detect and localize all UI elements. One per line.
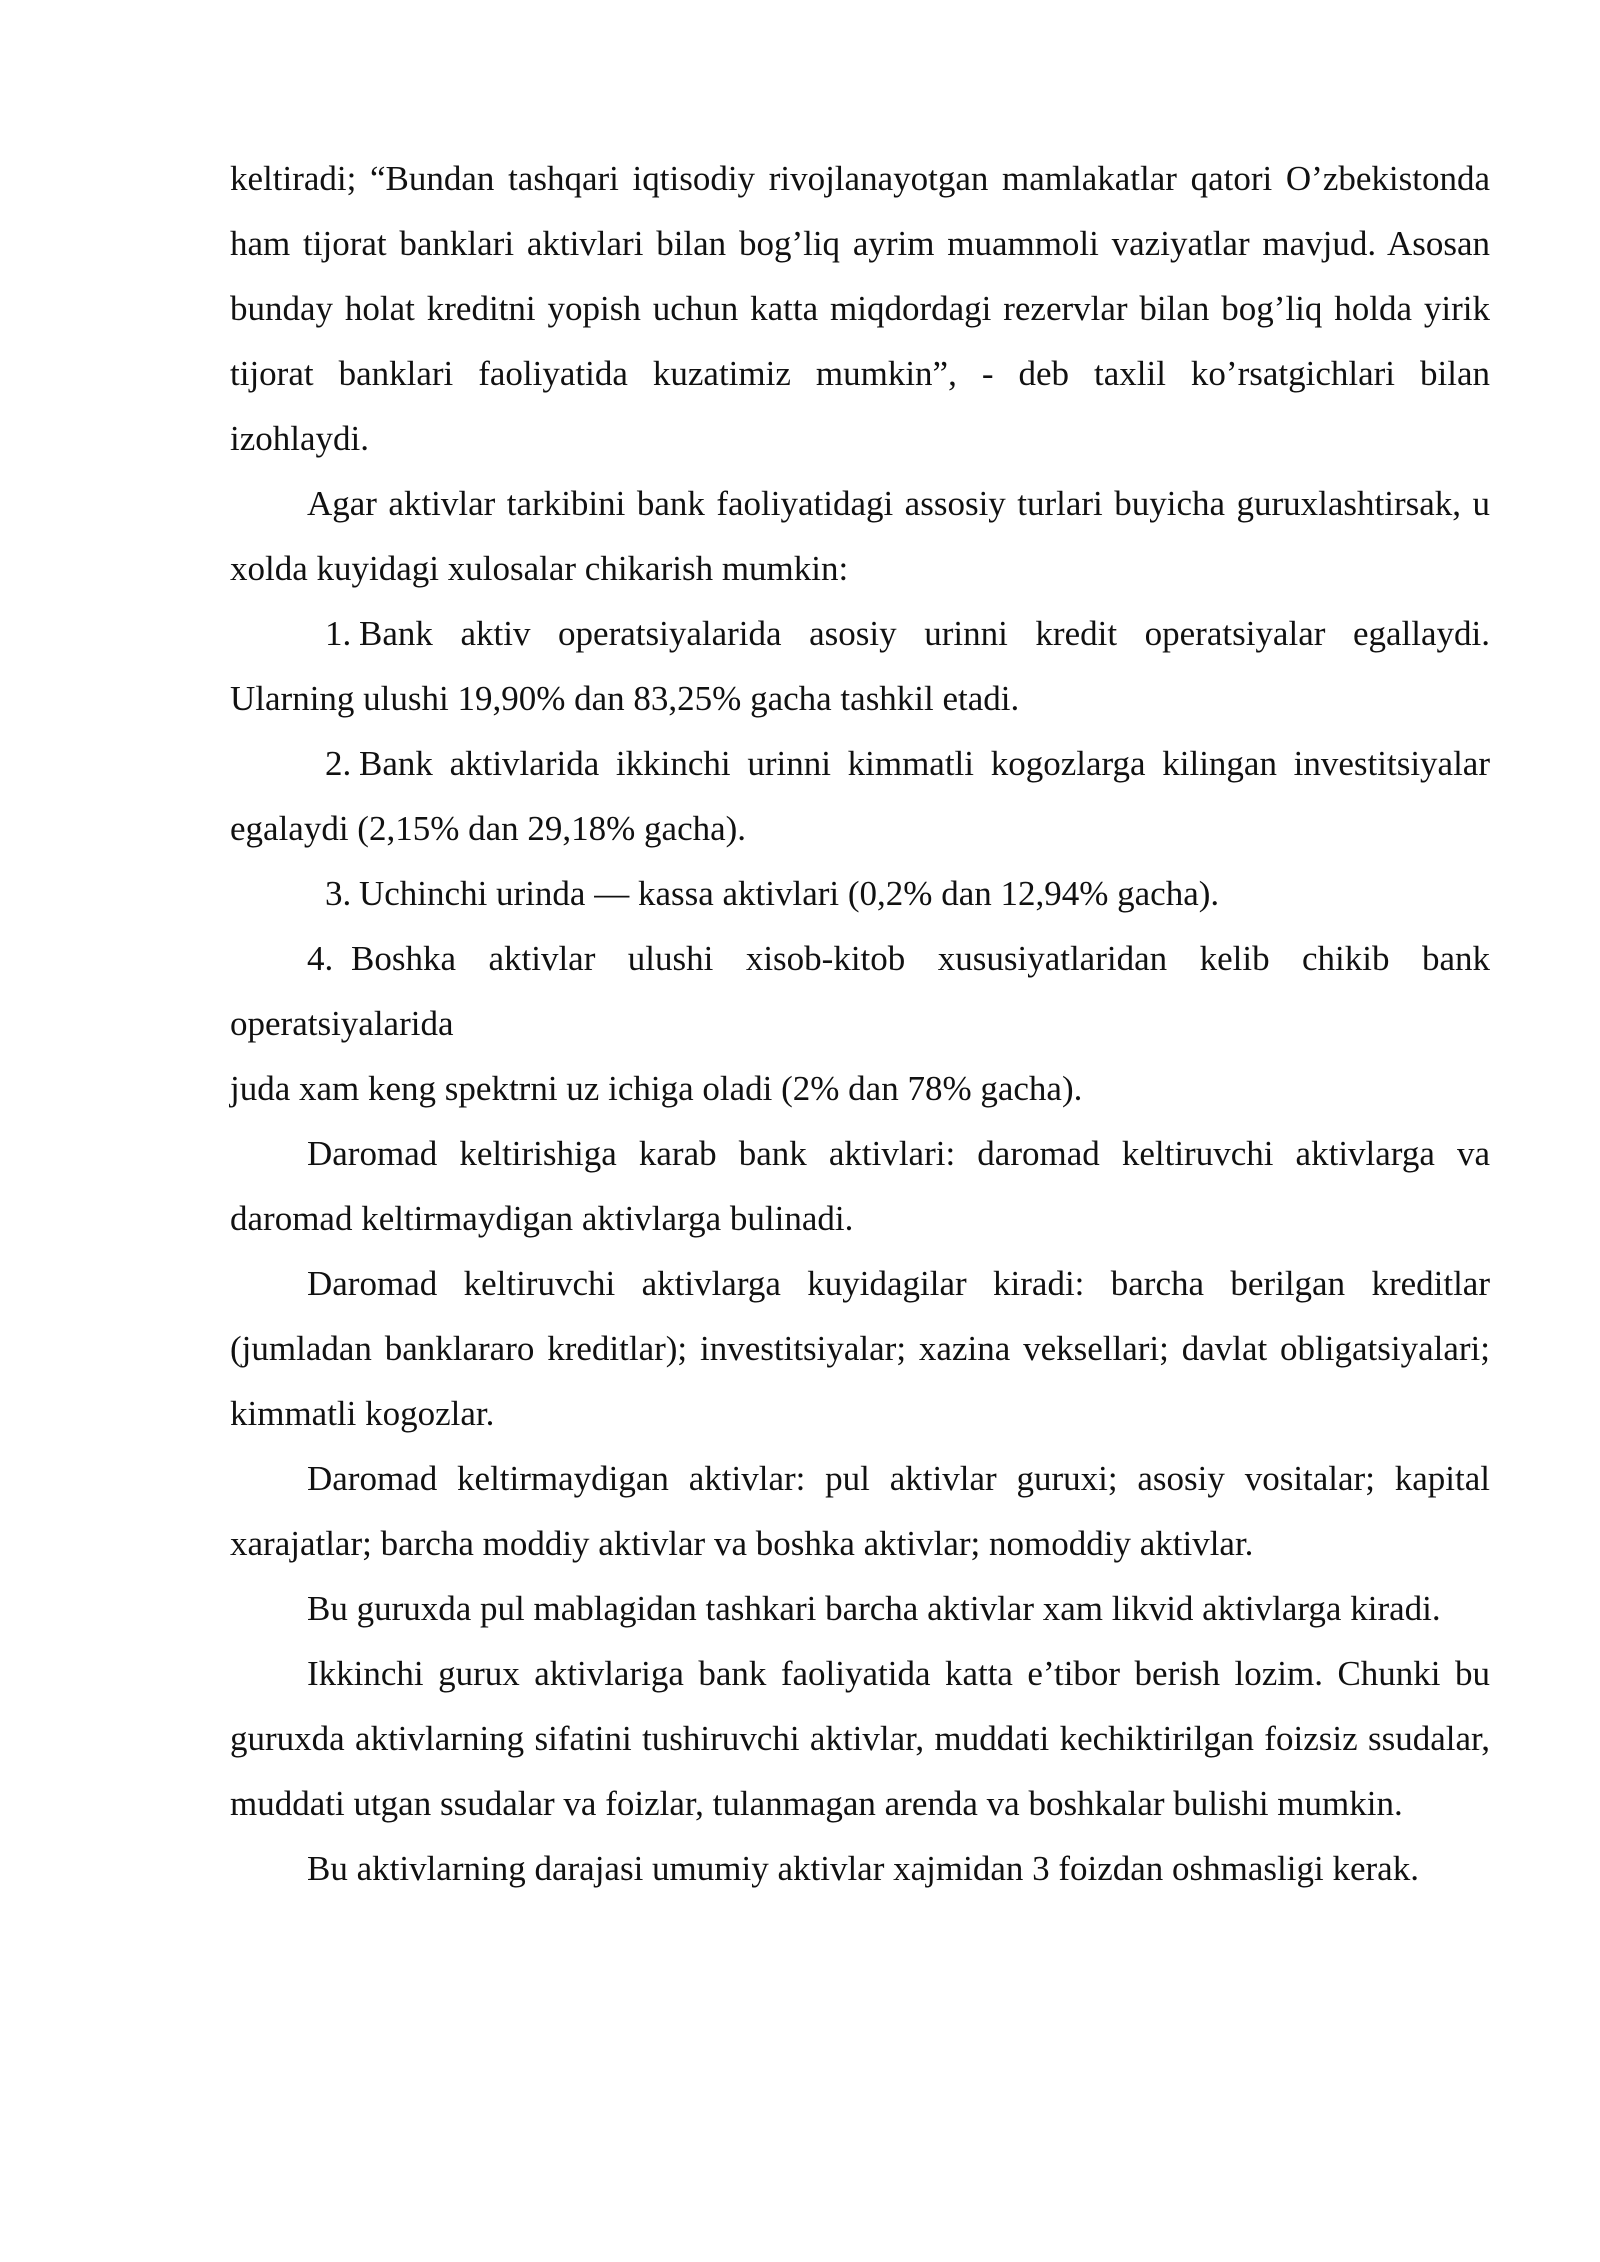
list-item-text: Bank aktivlarida ikkinchi urinni kimmatli kogozlarga kilingan investitsiyalar egalaydi (2,15% dan 29,18% gacha). xyxy=(230,744,1490,848)
list-number: 4. xyxy=(307,939,334,978)
document-body xyxy=(230,146,1490,1901)
list-number: 1. xyxy=(325,614,352,653)
paragraph-liquid-assets: Bu guruxda pul mablagidan tashkari barcha aktivlar xam likvid aktivlarga kiradi. xyxy=(307,1589,1441,1628)
paragraph-grouping-intro: Agar aktivlar tarkibini bank faoliyatidagi assosiy turlari buyicha guruxlashtirsak, u xolda kuyidagi xulosalar chikarish mumkin: xyxy=(230,484,1490,588)
paragraph-income-classification: Daromad keltirishiga karab bank aktivlari: daromad keltiruvchi aktivlarga va daromad keltirmaydigan aktivlarga bulinadi. xyxy=(230,1134,1490,1238)
list-number: 2. xyxy=(325,744,352,783)
list-item-3 xyxy=(230,861,1490,926)
paragraph-second-group: Ikkinchi gurux aktivlariga bank faoliyatida katta e’tibor berish lozim. Chunki bu guruxda aktivlarning sifatini tushiruvchi aktivlar, muddati kechiktirilgan foizsiz ssudalar, muddati utgan ssudalar va foizlar, tulanmagan arenda va boshkalar bulishi mumkin. xyxy=(230,1654,1490,1823)
list-item-4 xyxy=(230,926,1490,1056)
list-item-4-continuation: juda xam keng spektrni uz ichiga oladi (2% dan 78% gacha). xyxy=(230,1069,1083,1108)
list-item-text: Bank aktiv operatsiyalarida asosiy urinni kredit operatsiyalar egallaydi. Ularning ulushi 19,90% dan 83,25% gacha tashkil etadi. xyxy=(230,614,1490,718)
paragraph-continuation: keltiradi; “Bundan tashqari iqtisodiy rivojlanayotgan mamlakatlar qatori O’zbekistonda ham tijorat banklari aktivlari bilan bog’liq ayrim muammoli vaziyatlar mavjud. Asosan bunday holat kreditni yopish uchun katta miqdordagi rezervlar bilan bog’liq holda yirik tijorat banklari faoliyatida kuzatimiz mumkin”, - deb taxlil ko’rsatgichlari bilan izohlaydi. xyxy=(230,159,1490,458)
list-item-text: Boshka aktivlar ulushi xisob-kitob xususiyatlaridan kelib chikib bank operatsiyalarida xyxy=(230,939,1490,1043)
paragraph-threshold: Bu aktivlarning darajasi umumiy aktivlar xajmidan 3 foizdan oshmasligi kerak. xyxy=(307,1849,1419,1888)
list-item-text: Uchinchi urinda — kassa aktivlari (0,2% dan 12,94% gacha). xyxy=(359,874,1220,913)
list-number: 3. xyxy=(325,874,352,913)
paragraph-income-assets: Daromad keltiruvchi aktivlarga kuyidagilar kiradi: barcha berilgan kreditlar (jumladan banklararo kreditlar); investitsiyalar; xazina veksellari; davlat obligatsiyalari; kimmatli kogozlar. xyxy=(230,1264,1490,1433)
list-item-2 xyxy=(230,731,1490,861)
paragraph-non-income-assets: Daromad keltirmaydigan aktivlar: pul aktivlar guruxi; asosiy vositalar; kapital xarajatlar; barcha moddiy aktivlar va boshka aktivlar; nomoddiy aktivlar. xyxy=(230,1459,1490,1563)
list-item-1 xyxy=(230,601,1490,731)
